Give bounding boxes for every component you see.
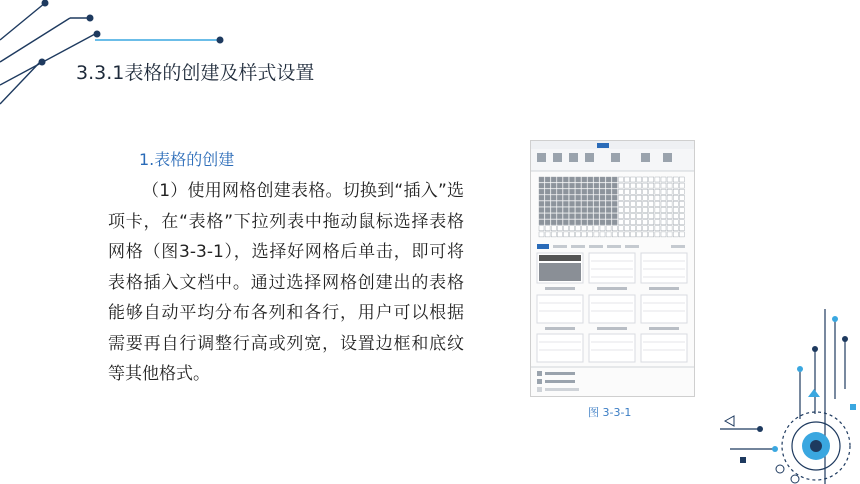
- corner-decoration-top-left: [0, 0, 240, 110]
- figure-illustration: [531, 141, 694, 396]
- figure-table-grid-screenshot: [530, 140, 695, 397]
- figure-caption: 图 3-3-1: [588, 406, 632, 419]
- corner-decoration-bottom-right: [720, 309, 860, 484]
- subsection-heading: 1.表格的创建: [139, 150, 235, 169]
- section-title: 3.3.1表格的创建及样式设置: [76, 62, 315, 84]
- body-paragraph: （1）使用网格创建表格。切换到“插入”选项卡，在“表格”下拉列表中拖动鼠标选择表格网格（图3-3-1），选择好网格后单击，即可将表格插入文档中。通过选择网格创建出的表格能够自动平均分布各列和各行，用户可以根据需要再自行调整行高或列宽，设置边框和底纹等其他格式。: [108, 181, 464, 384]
